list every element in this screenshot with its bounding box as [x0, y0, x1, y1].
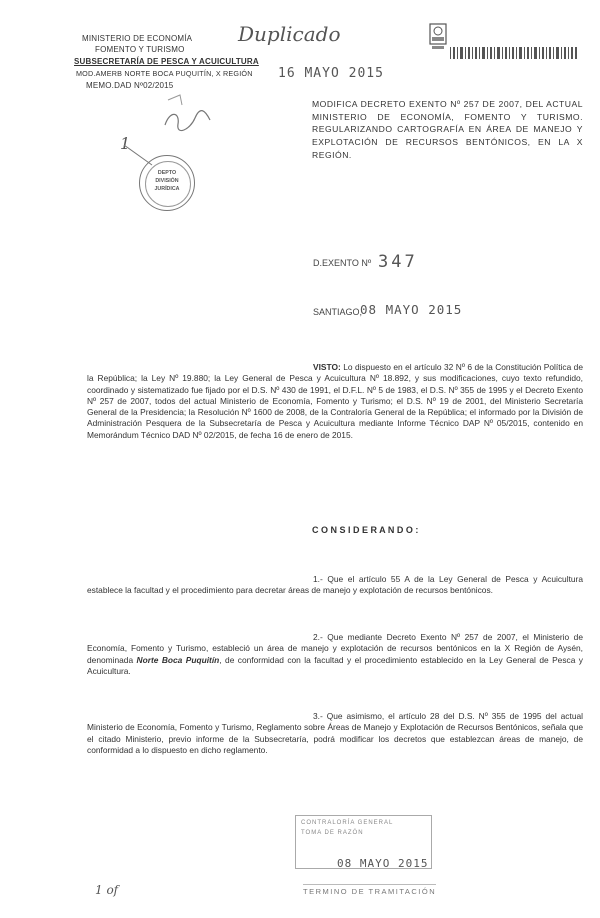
seal-text-depto: DEPTO	[157, 170, 177, 176]
visto-paragraph	[87, 362, 583, 441]
reception-stamp-line2: TOMA DE RAZÓN	[301, 830, 364, 836]
considerando-item-2-area-name: Norte Boca Puquitín	[136, 654, 220, 665]
header-line-memo: MEMO.DAD Nº02/2015	[86, 81, 174, 90]
considerando-item-1-num: 1.-	[313, 574, 323, 584]
header-line-modification: MOD.AMERB NORTE BOCA PUQUITÍN, X REGIÓN	[76, 69, 253, 78]
decree-label: D.EXENTO Nº	[313, 258, 372, 268]
considerando-item-2-num: 2.-	[313, 632, 323, 642]
seal-text-division: DIVISIÓN	[155, 178, 179, 184]
handwritten-duplicado: Duplicado	[238, 22, 341, 46]
top-date-stamp: 16 MAYO 2015	[278, 66, 384, 81]
document-title: MODIFICA DECRETO EXENTO Nº 257 DE 2007, DEL ACTUAL MINISTERIO DE ECONOMÍA, FOMENTO Y TURISMO. REGULARIZANDO CARTOGRAFÍA EN ÁREA DE MANEJO Y EXPLOTACIÓN DE RECURSOS BENTÓNICOS, EN LA X REGIÓN.	[312, 99, 583, 160]
barcode-icon	[450, 47, 578, 59]
considerando-item-3-text: Que asimismo, el artículo 28 del D.S. Nº 355 de 1995 del actual Ministerio de Economía, Fomento y Turismo, Reglamento sobre Áreas de Manejo y Explotación de Recursos Bentónicos, señala que el citado Ministerio, previo informe de la Subsecretaría, podrá modificar los decretos que establezcan áreas de manejo, de conformidad a lo dispuesto en dicho reglamento.	[87, 711, 583, 755]
handwritten-line	[122, 140, 162, 170]
considerando-item-3	[87, 711, 583, 756]
place-date: 08 MAYO 2015	[360, 302, 463, 317]
decree-number: 347	[378, 252, 418, 272]
footer-handwritten-mark: 1 of	[95, 883, 119, 897]
handwritten-scribble	[160, 90, 220, 140]
visto-label: VISTO:	[313, 362, 341, 372]
considerando-item-1-text: Que el artículo 55 A de la Ley General de Pesca y Acuicultura establece la facultad y el procedimiento para decretar áreas de manejo y explotación de recursos bentónicos.	[87, 574, 584, 596]
place-label: SANTIAGO,	[313, 307, 363, 317]
header-line-subsecretaria: SUBSECRETARÍA DE PESCA Y ACUICULTURA	[74, 57, 259, 66]
reception-stamp-date: 08 MAYO 2015	[337, 857, 429, 870]
considerando-item-2	[87, 632, 583, 677]
reception-stamp-line1: CONTRALORÍA GENERAL	[301, 820, 394, 826]
considerando-heading: C O N S I D E R A N D O :	[312, 525, 419, 535]
considerando-item-2-text: Que mediante Decreto Exento Nº 257 de 2007, el Ministerio de Economía, Fomento y Turismo, estableció un área de manejo y explotación de recursos bentónicos en la X Región de Aysén, denominada	[87, 632, 584, 665]
considerando-item-2-text-after: , de conformidad con la facultad y el procedimiento establecido en la Ley General de Pesca y Acuicultura.	[87, 654, 583, 676]
considerando-item-3-num: 3.-	[313, 711, 323, 721]
header-line-fomento: FOMENTO Y TURISMO	[95, 45, 185, 54]
considerando-item-1	[87, 574, 583, 597]
seal-text-juridica: JURÍDICA	[154, 186, 180, 192]
reception-stamp-footer: TERMINO DE TRAMITACIÓN	[303, 884, 436, 896]
visto-text: Lo dispuesto en el artículo 32 Nº 6 de la Constitución Política de la República; la Ley Nº 19.880; la Ley General de Pesca y Acuicultura Nº 18.892, y sus modificaciones, cuyo texto refundido, coordinado y sistematizado fue fijado por el D.S. Nº 430 de 1991, el D.F.L. Nº 5 de 1983, el D.S. Nº 355 de 1995 y el Decreto Exento Nº 257 de 2007, todos del actual Ministerio de Economía, Fomento y Turismo; el D.S. Nº 19 de 2001, del Ministerio Secretaría General de la Presidencia; la Resolución Nº 1600 de 2008, de la Contraloría General de la República; el informado por la División de Administración Pesquera de la Subsecretaría de Pesca y Acuicultura mediante Informe Técnico DAP Nº 05/2015, contenido en Memorándum Técnico DAD Nº 02/2015, de fecha 16 de enero de 2015.	[87, 362, 583, 440]
header-line-ministry: MINISTERIO DE ECONOMÍA	[82, 34, 193, 43]
government-logo-icon	[428, 22, 448, 52]
seal-number-mark: 1	[120, 134, 131, 153]
